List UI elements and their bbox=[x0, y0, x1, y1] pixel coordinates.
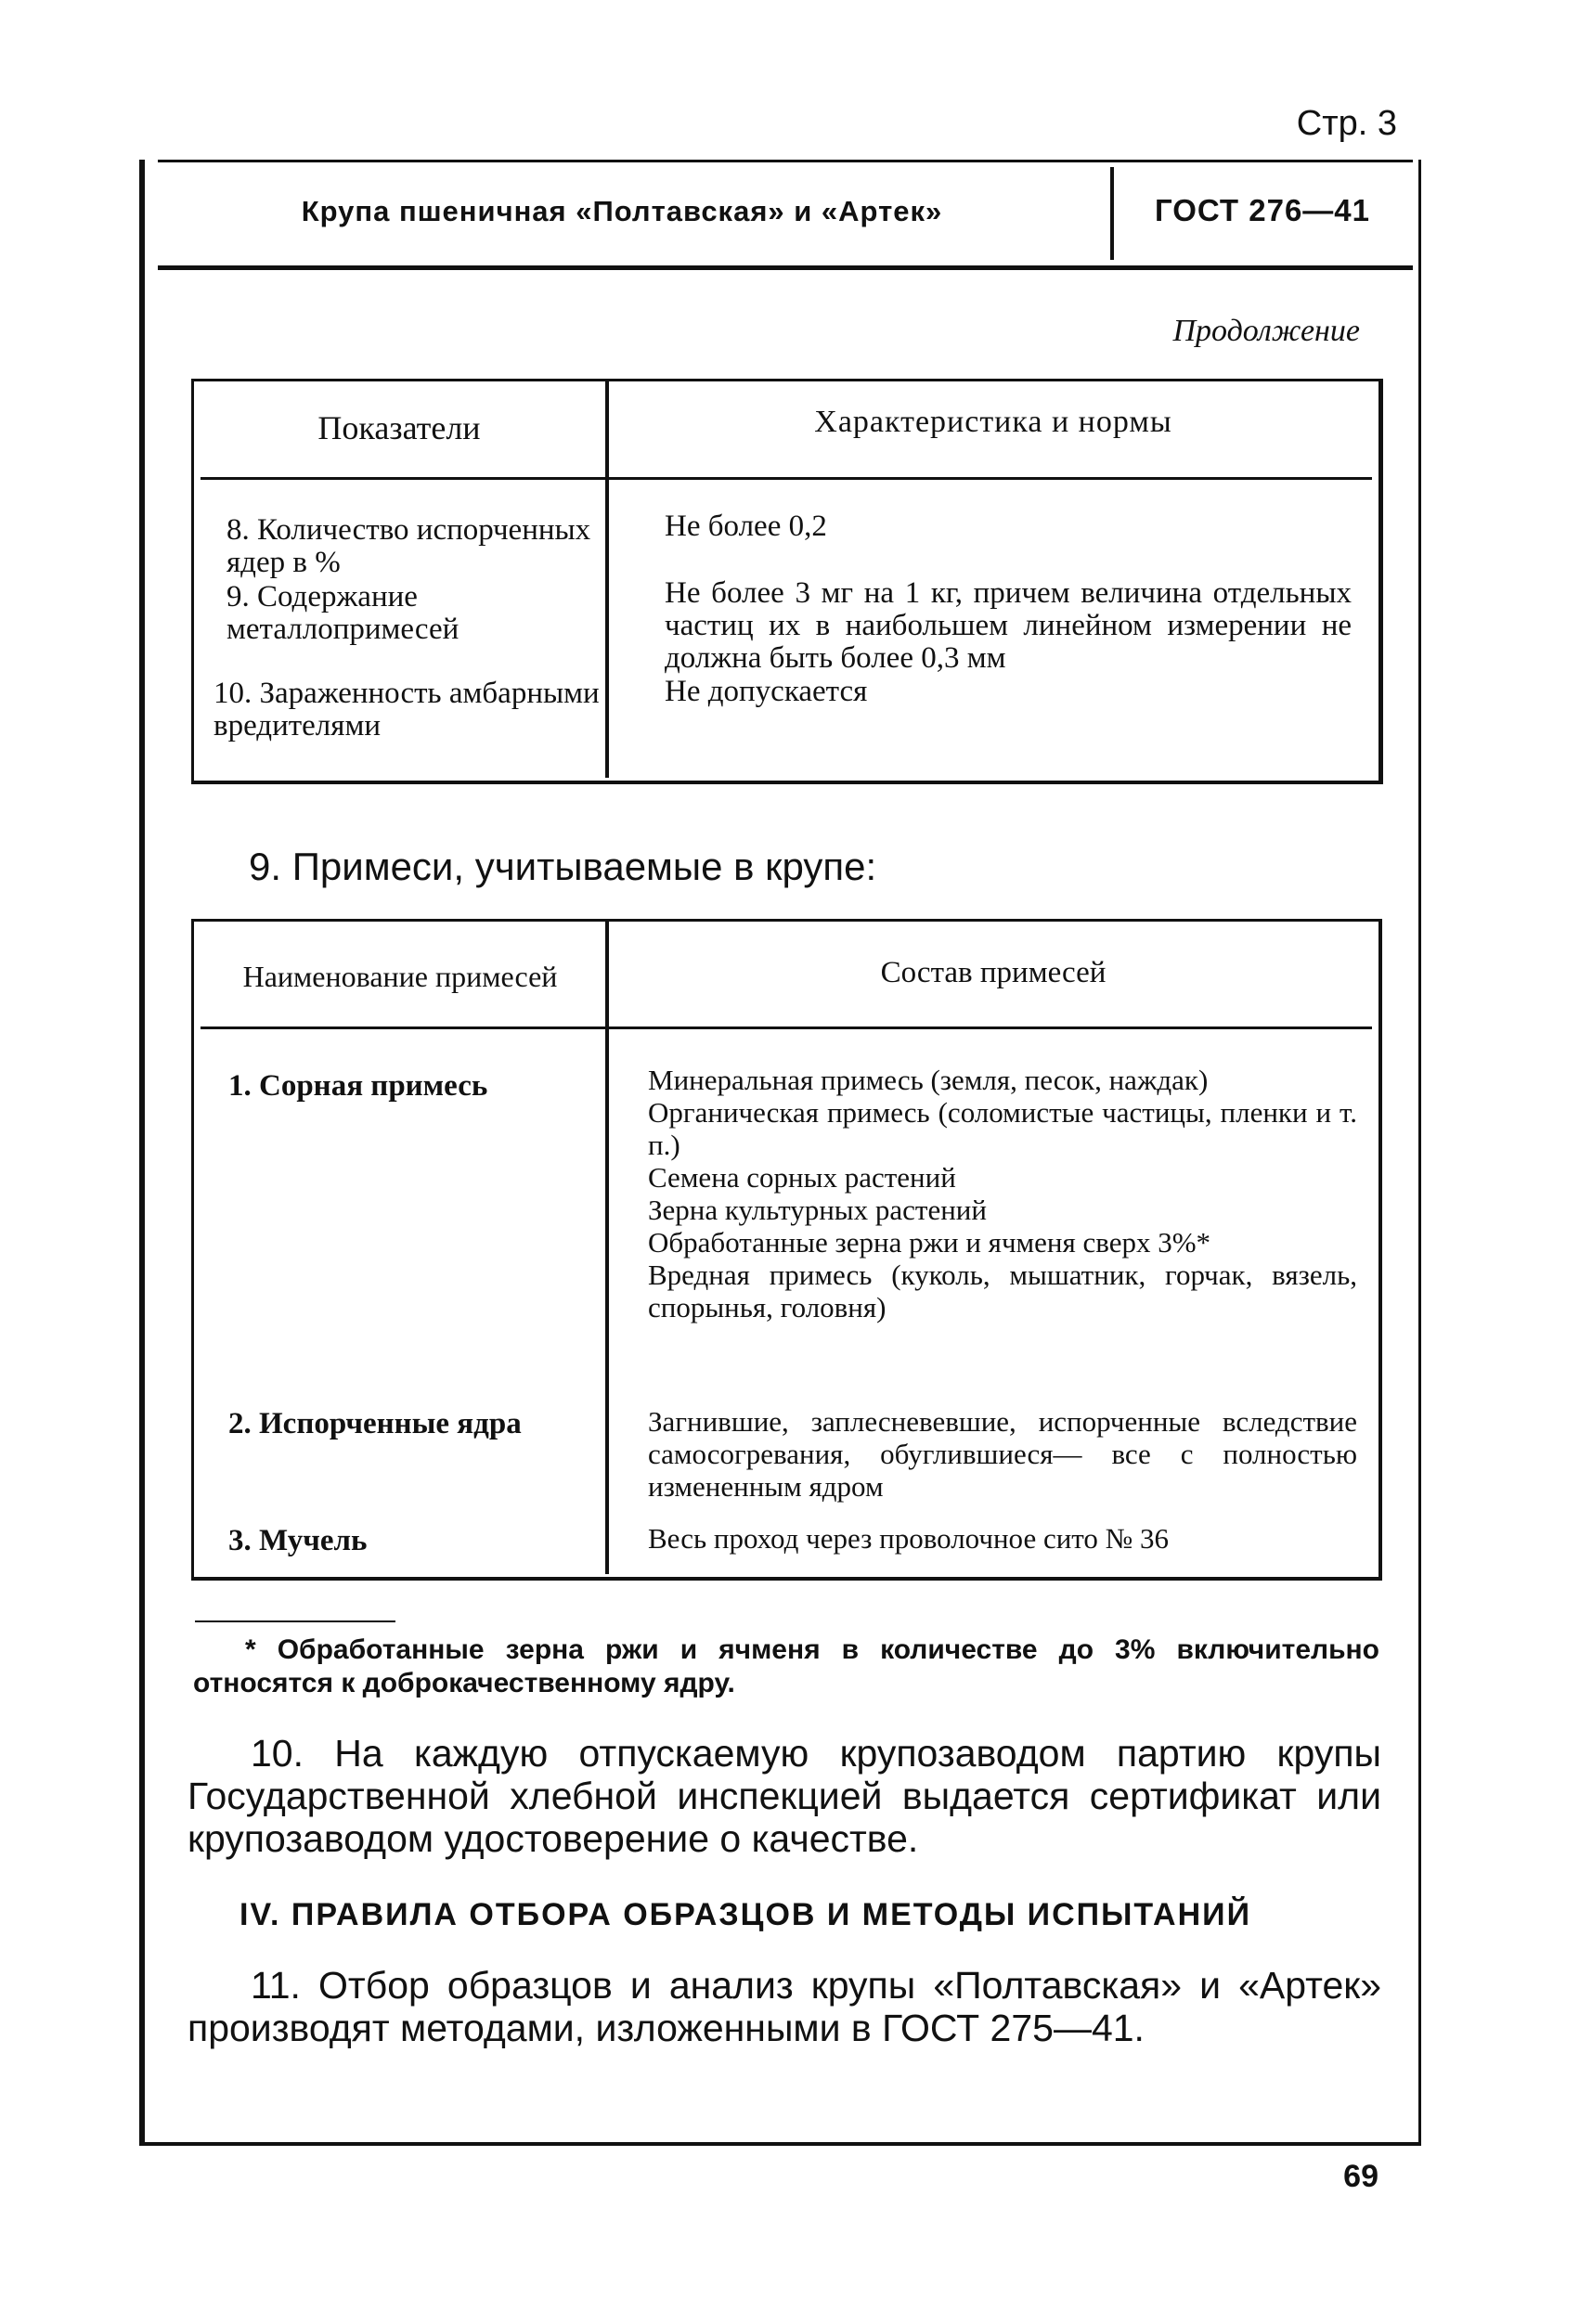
impurities-table-header-composition: Состав примесей bbox=[880, 956, 1107, 989]
impurities-table-column-divider bbox=[605, 919, 609, 1574]
row-number: 10. bbox=[214, 677, 252, 710]
norms-table-header-indicators: Показатели bbox=[317, 409, 481, 446]
norms-row-indicator bbox=[214, 678, 605, 742]
indicator-text: Содержание металлопримесей bbox=[226, 580, 459, 646]
document-title: Крупа пшеничная «Полтавская» и «Артек» bbox=[301, 195, 943, 227]
page-number: 69 bbox=[1343, 2159, 1378, 2194]
norms-row-value: Не более 0,2 bbox=[665, 510, 827, 543]
row-number: 8. bbox=[226, 513, 250, 547]
page-reference: Стр. 3 bbox=[1296, 104, 1397, 143]
composition-item: Загнившие, заплесневевшие, испорченные вследствие самосогревания, обуглившиеся— все с полностью измененным ядром bbox=[648, 1405, 1357, 1503]
norms-table-column-divider bbox=[605, 379, 609, 778]
paragraph-11: 11. Отбор образцов и анализ крупы «Полтавская» и «Артек» производят методами, изложенными в ГОСТ 275—41. bbox=[188, 1964, 1381, 2049]
header-top-rule bbox=[158, 160, 1413, 162]
composition-item: Вредная примесь (куколь, мышатник, горчак, вязель, спорынья, головня) bbox=[648, 1259, 1357, 1323]
norms-table-header-rule bbox=[201, 477, 1372, 480]
continuation-label: Продолжение bbox=[1172, 314, 1360, 348]
header-bottom-rule bbox=[158, 265, 1413, 270]
impurities-table-header-name: Наименование примесей bbox=[242, 960, 558, 993]
norms-row-indicator bbox=[226, 581, 592, 646]
gost-number: ГОСТ 276—41 bbox=[1154, 193, 1371, 227]
composition-item: Обработанные зерна ржи и ячменя сверх 3%* bbox=[648, 1226, 1211, 1259]
impurity-composition bbox=[648, 1405, 1357, 1503]
norms-row-value: Не более 3 мг на 1 кг, причем величина отдельных частиц их в наибольшем линейном измерении не должна быть более 0,3 мм bbox=[665, 576, 1352, 675]
paragraph-10: 10. На каждую отпускаемую крупозаводом партию крупы Государственной хлебной инспекцией выдается сертификат или крупозаводом удостоверение о качестве. bbox=[188, 1732, 1381, 1860]
impurity-name: 2. Испорченные ядра bbox=[228, 1407, 522, 1440]
composition-item: Зерна культурных растений bbox=[648, 1194, 987, 1226]
norms-table-header-norms: Характеристика и нормы bbox=[814, 405, 1172, 439]
impurity-name: 3. Мучель bbox=[228, 1524, 368, 1557]
indicator-text: Количество испорченных ядер в % bbox=[226, 513, 591, 579]
indicator-text: Зараженность амбарными вредителями bbox=[214, 677, 600, 742]
header-divider bbox=[1110, 167, 1114, 260]
composition-item: Семена сорных растений bbox=[648, 1161, 956, 1194]
footnote: * Обработанные зерна ржи и ячменя в количестве до 3% включительно относятся к доброкачественному ядру. bbox=[193, 1634, 1379, 1698]
composition-item: Весь проход через проволочное сито № 36 bbox=[648, 1522, 1170, 1555]
section-9-heading: 9. Примеси, учитываемые в крупе: bbox=[249, 845, 877, 888]
impurities-table-header-rule bbox=[201, 1026, 1372, 1029]
impurity-composition bbox=[648, 1522, 1357, 1555]
composition-item: Минеральная примесь (земля, песок, наждак) bbox=[648, 1064, 1209, 1096]
row-number: 9. bbox=[226, 580, 250, 613]
footnote-rule bbox=[195, 1620, 395, 1622]
impurity-composition bbox=[648, 1064, 1357, 1323]
impurity-name: 1. Сорная примесь bbox=[228, 1069, 488, 1103]
norms-row-value: Не допускается bbox=[665, 675, 868, 708]
composition-item: Органическая примесь (соломистые частицы, пленки и т. п.) bbox=[648, 1096, 1357, 1161]
section-4-heading: IV. ПРАВИЛА ОТБОРА ОБРАЗЦОВ И МЕТОДЫ ИСПЫТАНИЙ bbox=[239, 1897, 1252, 1932]
norms-row-indicator bbox=[226, 514, 592, 579]
